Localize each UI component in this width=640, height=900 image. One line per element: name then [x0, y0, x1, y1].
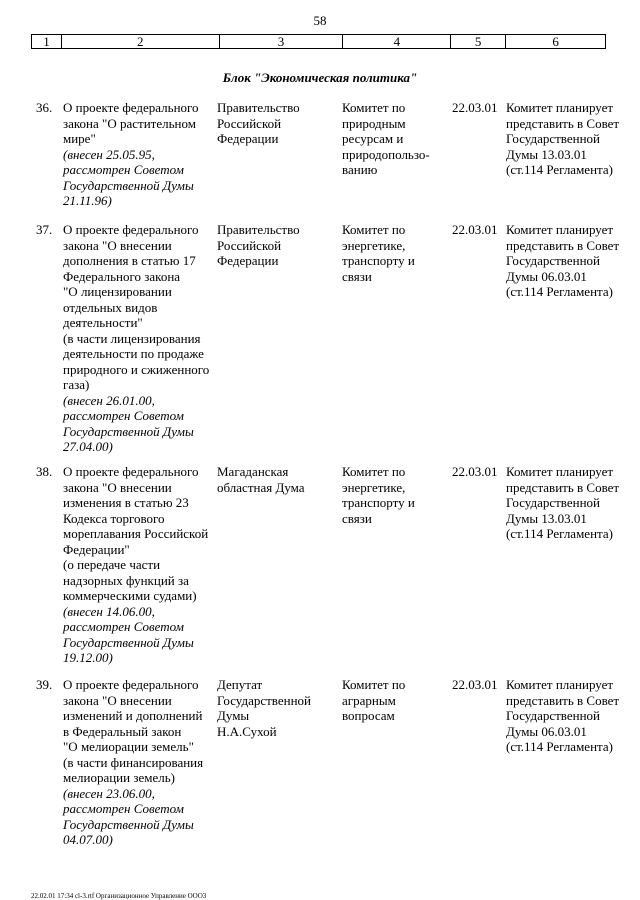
- committee-line: аграрным: [342, 692, 396, 708]
- initiator-line: Депутат: [217, 677, 263, 692]
- column-header-4: 4: [343, 35, 451, 49]
- committee-line: Комитет по: [342, 677, 406, 692]
- entry-number: 36.: [36, 100, 53, 115]
- bill-title-line: закона "О внесении: [63, 479, 172, 495]
- plan-line: Государственной: [506, 131, 601, 146]
- committee-line: связи: [342, 268, 372, 284]
- bill-note-line: (внесен 14.06.00,: [63, 603, 155, 619]
- committee-line: ресурсам и: [342, 131, 404, 146]
- initiator-line: Правительство: [217, 100, 300, 115]
- committee: [342, 677, 447, 724]
- initiator-line: Магаданская: [217, 464, 289, 479]
- plan-line: представить в Совет: [506, 479, 620, 495]
- entry-number: 39.: [36, 677, 53, 692]
- committee-plan: [506, 464, 621, 542]
- bill-title-line: газа): [63, 377, 90, 392]
- initiator-line: Российской: [217, 115, 282, 131]
- entry-date: 22.03.01: [452, 100, 498, 115]
- entry-number: 38.: [36, 464, 53, 479]
- initiator: [217, 677, 335, 739]
- bill-title-line: в Федеральный закон: [63, 723, 182, 739]
- bill-title-line: изменения в статью 23: [63, 495, 189, 510]
- bill-note-line: 21.11.96): [63, 193, 112, 208]
- committee: [342, 222, 447, 284]
- plan-line: (ст.114 Регламента): [506, 739, 613, 754]
- column-header-5: 5: [451, 35, 506, 49]
- committee-line: Комитет по: [342, 464, 406, 479]
- plan-line: (ст.114 Регламента): [506, 526, 613, 541]
- initiator-line: Федерации: [217, 253, 279, 268]
- page-number: 58: [313, 13, 327, 28]
- bill-title-line: природного и сжиженного: [63, 361, 210, 377]
- bill-title-line: отдельных видов: [63, 299, 158, 315]
- bill-note-line: рассмотрен Советом: [63, 619, 184, 634]
- bill-title: [63, 222, 215, 455]
- plan-line: (ст.114 Регламента): [506, 284, 613, 299]
- bill-note-line: Государственной Думы: [63, 634, 194, 650]
- bill-title-line: О проекте федерального: [63, 100, 199, 115]
- committee-plan: [506, 677, 621, 755]
- committee-line: ванию: [342, 162, 378, 177]
- plan-line: Государственной: [506, 253, 601, 268]
- committee-line: энергетике,: [342, 237, 406, 253]
- bill-title-line: Федерального закона: [63, 268, 181, 284]
- bill-title: [63, 100, 215, 209]
- bill-title-line: закона "О растительном: [63, 115, 196, 131]
- bill-title-line: "О лицензировании: [63, 284, 172, 299]
- bill-title: [63, 677, 215, 848]
- committee-line: энергетике,: [342, 479, 406, 495]
- plan-line: Думы 06.03.01: [506, 268, 587, 284]
- committee-line: природным: [342, 115, 406, 131]
- bill-title-line: закона "О внесении: [63, 692, 172, 708]
- bill-note-line: Государственной Думы: [63, 177, 194, 193]
- plan-line: Комитет планирует: [506, 677, 614, 692]
- bill-note-line: рассмотрен Советом: [63, 162, 184, 177]
- bill-title-line: (в части лицензирования: [63, 330, 201, 346]
- bill-title-line: О проекте федерального: [63, 464, 199, 479]
- bill-title-line: (в части финансирования: [63, 754, 204, 770]
- initiator-line: Федерации: [217, 131, 279, 146]
- footer-text: 22.02.01 17:34 cl-3.rtf Организационное Управление ООО3: [31, 892, 207, 900]
- initiator: [217, 100, 335, 147]
- committee-line: Комитет по: [342, 100, 406, 115]
- plan-line: Государственной: [506, 495, 601, 510]
- bill-title-line: деятельности по продаже: [63, 346, 204, 361]
- bill-note-line: Государственной Думы: [63, 816, 194, 832]
- plan-line: Комитет планирует: [506, 100, 614, 115]
- plan-line: (ст.114 Регламента): [506, 162, 613, 177]
- committee-line: транспорту и: [342, 495, 415, 510]
- bill-title-line: О проекте федерального: [63, 222, 199, 237]
- bill-note-line: (внесен 23.06.00,: [63, 785, 155, 801]
- initiator: [217, 222, 335, 269]
- committee-line: вопросам: [342, 708, 395, 723]
- bill-title-line: (о передаче части: [63, 557, 161, 572]
- bill-title-line: мире": [63, 131, 96, 146]
- block-title: Блок "Экономическая политика": [222, 70, 418, 85]
- initiator-line: Думы: [217, 708, 250, 723]
- bill-title-line: изменений и дополнений: [63, 708, 203, 723]
- bill-title-line: мелиорации земель): [63, 770, 175, 785]
- bill-title-line: "О мелиорации земель": [63, 739, 194, 754]
- column-header-2: 2: [61, 35, 219, 49]
- committee-line: природопользо-: [342, 146, 430, 162]
- committee: [342, 100, 447, 178]
- bill-title-line: мореплавания Российской: [63, 526, 209, 541]
- entry-date: 22.03.01: [452, 464, 498, 479]
- bill-title-line: закона "О внесении: [63, 237, 172, 253]
- bill-note-line: (внесен 25.05.95,: [63, 146, 155, 162]
- entry-date: 22.03.01: [452, 677, 498, 692]
- committee-line: транспорту и: [342, 253, 415, 268]
- bill-title-line: надзорных функций за: [63, 572, 189, 588]
- plan-line: Государственной: [506, 708, 601, 723]
- bill-note-line: 04.07.00): [63, 832, 113, 847]
- initiator-line: областная Дума: [217, 479, 305, 495]
- column-header-3: 3: [219, 35, 343, 49]
- committee: [342, 464, 447, 526]
- committee-plan: [506, 100, 621, 178]
- bill-note-line: Государственной Думы: [63, 423, 194, 439]
- bill-title-line: Кодекса торгового: [63, 510, 165, 526]
- initiator: [217, 464, 335, 495]
- bill-note-line: 19.12.00): [63, 650, 113, 665]
- committee-line: связи: [342, 510, 372, 526]
- committee-line: Комитет по: [342, 222, 406, 237]
- initiator-line: Государственной: [217, 692, 312, 708]
- bill-title-line: Федерации": [63, 541, 130, 557]
- initiator-line: Российской: [217, 237, 282, 253]
- initiator-line: Н.А.Сухой: [217, 723, 277, 739]
- bill-title-line: коммерческими судами): [63, 588, 197, 603]
- bill-note-line: 27.04.00): [63, 439, 113, 454]
- plan-line: представить в Совет: [506, 237, 620, 253]
- plan-line: Комитет планирует: [506, 464, 614, 479]
- entry-number: 37.: [36, 222, 53, 237]
- column-header-row: [31, 34, 606, 49]
- committee-plan: [506, 222, 621, 300]
- plan-line: Комитет планирует: [506, 222, 614, 237]
- bill-title-line: О проекте федерального: [63, 677, 199, 692]
- plan-line: Думы 06.03.01: [506, 723, 587, 739]
- plan-line: представить в Совет: [506, 692, 620, 708]
- column-header-1: 1: [32, 35, 62, 49]
- plan-line: Думы 13.03.01: [506, 510, 587, 526]
- bill-title-line: деятельности": [63, 315, 143, 330]
- entry-date: 22.03.01: [452, 222, 498, 237]
- bill-title-line: дополнения в статью 17: [63, 253, 196, 268]
- plan-line: представить в Совет: [506, 115, 620, 131]
- bill-note-line: (внесен 26.01.00,: [63, 392, 155, 408]
- initiator-line: Правительство: [217, 222, 300, 237]
- bill-note-line: рассмотрен Советом: [63, 408, 184, 423]
- plan-line: Думы 13.03.01: [506, 146, 587, 162]
- column-header-6: 6: [506, 35, 606, 49]
- bill-title: [63, 464, 215, 666]
- bill-note-line: рассмотрен Советом: [63, 801, 184, 816]
